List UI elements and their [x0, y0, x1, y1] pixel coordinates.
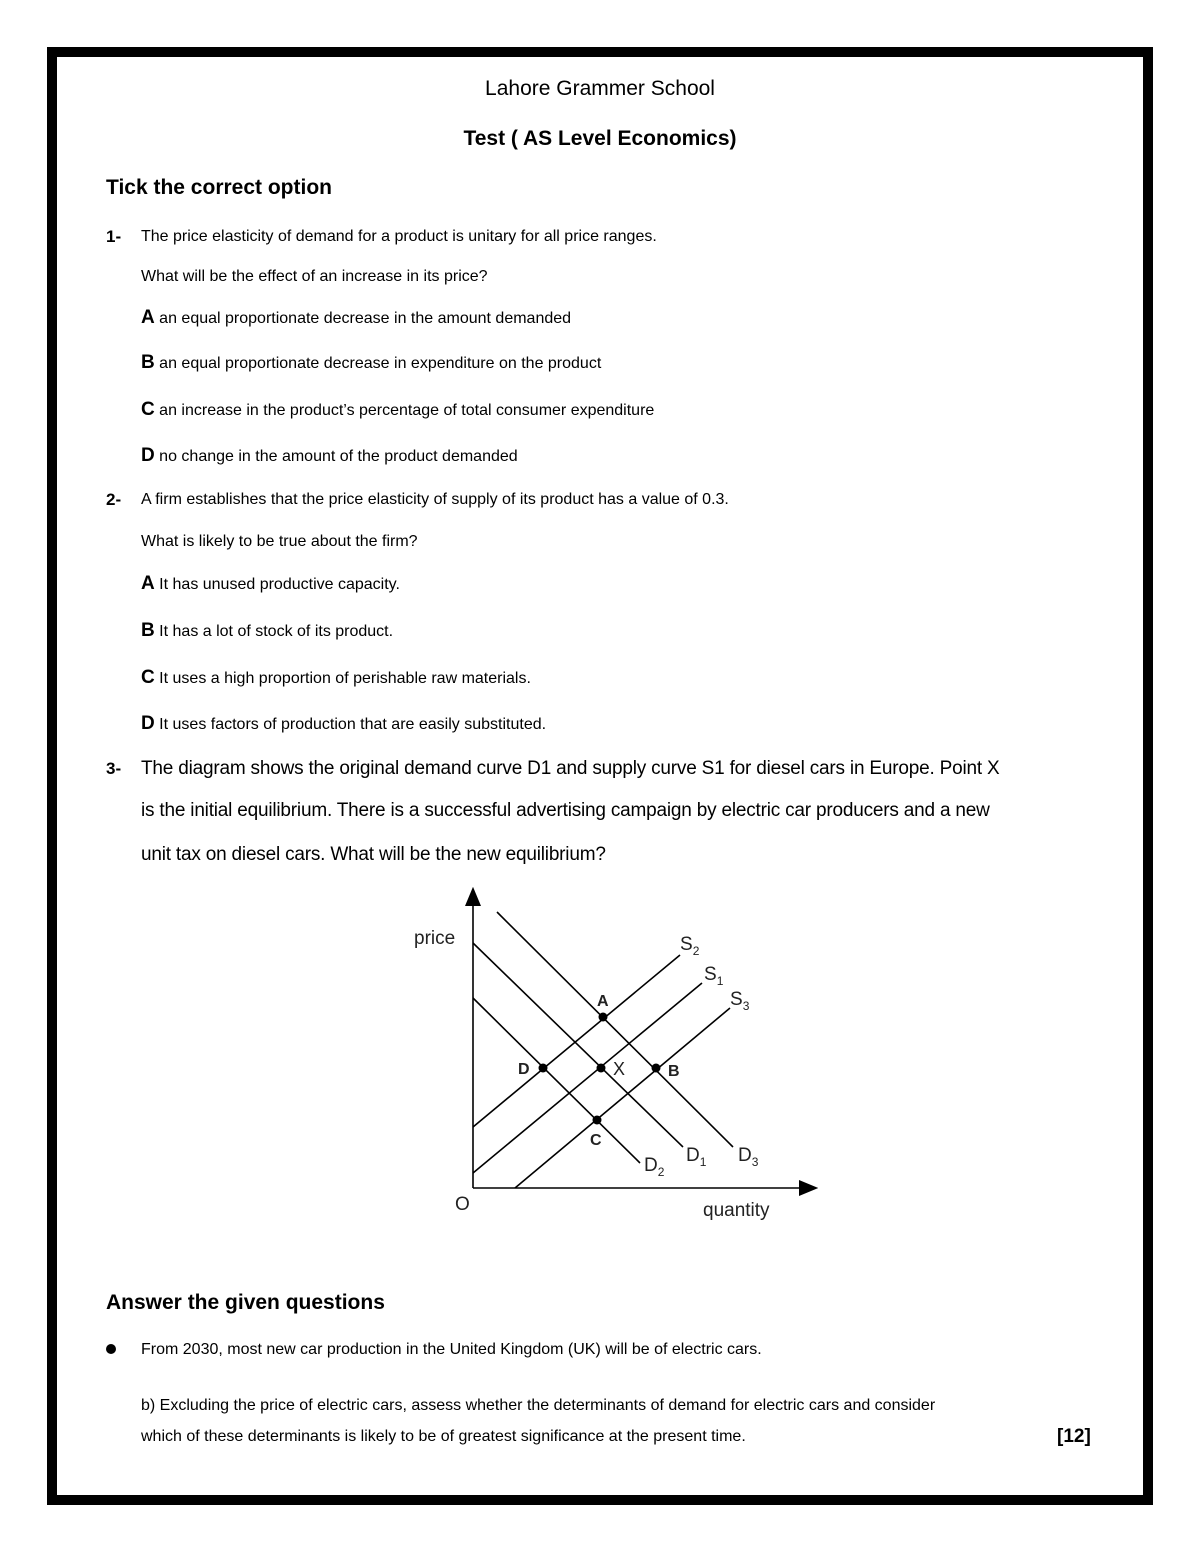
origin-label: O: [455, 1194, 470, 1215]
option-c[interactable]: [141, 398, 654, 423]
option-text: no change in the amount of the product demanded: [154, 448, 518, 465]
section-heading-answer: Answer the given questions: [106, 1291, 385, 1314]
question-stem-line: unit tax on diesel cars. What will be the new equilibrium?: [141, 844, 606, 865]
question-stem: A firm establishes that the price elasticity of supply of its product has a value of 0.3.: [141, 491, 729, 508]
part-b-line: which of these determinants is likely to be of greatest significance at the present time.: [141, 1428, 746, 1445]
label-s3: $S_3$: [730, 989, 750, 1013]
question-prompt: What will be the effect of an increase in its price?: [141, 268, 488, 285]
label-d1: $D_1$: [686, 1145, 707, 1169]
option-letter: B: [141, 620, 155, 641]
part-b-line: b) Excluding the price of electric cars, assess whether the determinants of demand for electric cars and consider: [141, 1397, 936, 1414]
bullet-icon: [106, 1344, 116, 1354]
label-d3: $D_3$: [738, 1145, 759, 1169]
point-a-label: A: [597, 993, 609, 1010]
option-d[interactable]: [141, 712, 546, 737]
question-number: 1-: [106, 227, 122, 246]
test-title: Test ( AS Level Economics): [463, 127, 737, 150]
question-stem: The price elasticity of demand for a product is unitary for all price ranges.: [141, 228, 657, 245]
point-x-label: X: [613, 1059, 626, 1079]
x-axis-label: quantity: [703, 1200, 770, 1221]
option-letter: B: [141, 352, 155, 373]
question-stem-line: The diagram shows the original demand curve D1 and supply curve S1 for diesel cars in Europe. Point X: [141, 758, 1000, 779]
option-letter: A: [141, 573, 155, 594]
option-text: It uses a high proportion of perishable raw materials.: [154, 670, 531, 687]
option-text: an equal proportionate decrease in expenditure on the product: [154, 355, 602, 372]
option-letter: A: [141, 307, 155, 328]
school-name: Lahore Grammer School: [485, 77, 715, 100]
option-b[interactable]: [141, 619, 393, 644]
point-d-label: D: [518, 1061, 530, 1078]
option-letter: D: [141, 445, 155, 466]
option-text: It has a lot of stock of its product.: [154, 623, 394, 640]
question-number: 2-: [106, 490, 122, 509]
question-number: 3-: [106, 759, 122, 778]
option-letter: C: [141, 399, 155, 420]
bullet-statement: From 2030, most new car production in the United Kingdom (UK) will be of electric cars.: [141, 1341, 762, 1358]
point-c-label: C: [590, 1132, 602, 1149]
y-axis-label: price: [414, 928, 456, 949]
option-letter: C: [141, 667, 155, 688]
option-text: It uses factors of production that are easily substituted.: [154, 716, 547, 733]
question-prompt: What is likely to be true about the firm?: [141, 533, 418, 550]
option-text: It has unused productive capacity.: [154, 576, 400, 593]
question-stem-line: is the initial equilibrium. There is a successful advertising campaign by electric car producers and a new: [141, 800, 990, 821]
option-d[interactable]: [141, 444, 518, 469]
option-letter: D: [141, 713, 155, 734]
option-c[interactable]: [141, 666, 531, 691]
label-s2: $S_2$: [680, 934, 700, 958]
option-a[interactable]: [141, 306, 571, 331]
point-b-label: B: [668, 1063, 680, 1080]
label-s1: $S_1$: [704, 964, 724, 988]
option-b[interactable]: [141, 351, 601, 376]
label-d2: $D_2$: [644, 1155, 665, 1179]
option-text: an equal proportionate decrease in the amount demanded: [154, 310, 572, 327]
section-heading-mcq: Tick the correct option: [106, 176, 332, 199]
option-text: an increase in the product’s percentage of total consumer expenditure: [154, 402, 655, 419]
option-a[interactable]: [141, 572, 400, 597]
marks-label: [12]: [1057, 1426, 1091, 1447]
